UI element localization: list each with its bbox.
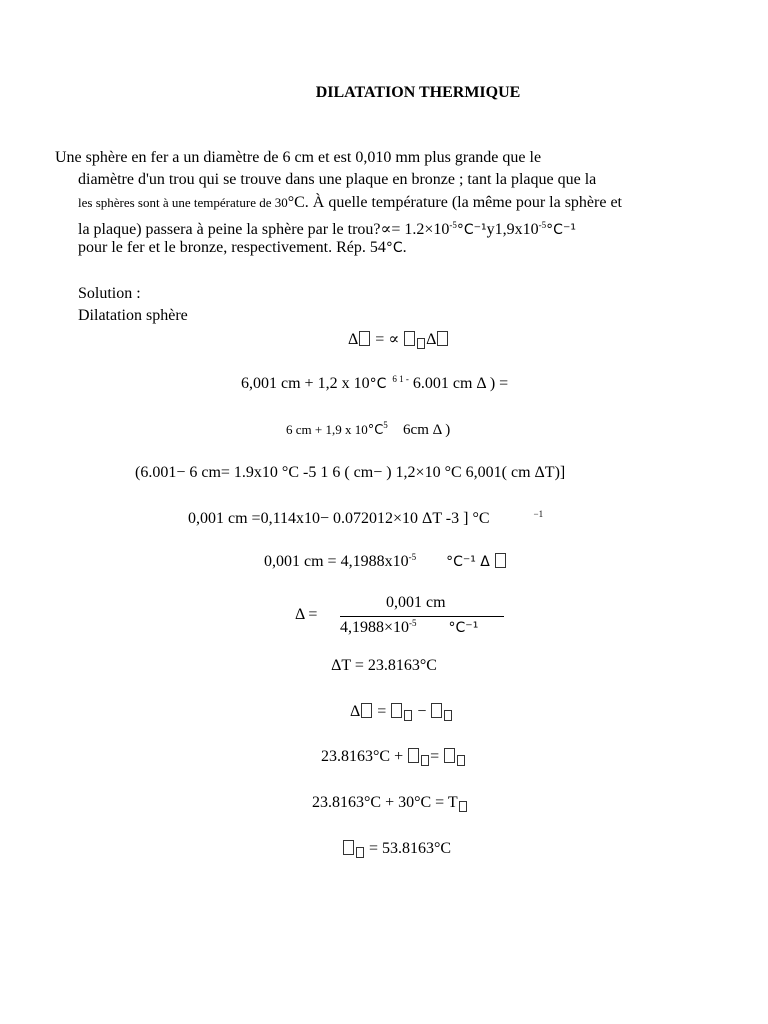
equation-5: 0,001 cm =0,114x10− 0.072012×10 ΔT -3 ] °C $^{-1}$ (188, 509, 544, 527)
equation-1: Δ = ∝ Δ (348, 329, 449, 349)
equation-7-left: Δ = (295, 606, 318, 623)
equation-7-denominator: $4,1988\times 10^{-5}$ °C⁻¹ (340, 618, 479, 636)
equation-6: 0,001 cm = $4,1988x10^{-5}$ °C⁻¹ Δ (264, 552, 507, 571)
fraction-bar (340, 616, 504, 617)
equation-2: 6,001 cm + 1,2 x 10°C $^{6 1 -}$ 6.001 cm Δ ) = (241, 374, 509, 392)
equation-11: 23.8163°C + 30°C = T (312, 794, 468, 812)
problem-line-2: diamètre d'un trou qui se trouve dans une plaque en bronze ; tant la plaque que la (78, 171, 597, 188)
equation-10: 23.8163°C + = (321, 748, 466, 766)
equation-7-numerator: 0,001 cm (386, 594, 446, 611)
solution-label: Solution : (78, 285, 141, 302)
equation-8: ΔT = 23.8163°C (331, 657, 437, 674)
equation-3: 6 cm + 1,9 x $10^\circ C^5$ 6cm Δ ) (286, 420, 451, 438)
page-title: DILATATION THERMIQUE (315, 84, 521, 101)
equation-12: = 53.8163°C (342, 840, 451, 858)
problem-line-3: les sphères sont à une température de 30°C. À quelle température (la même pour la sphère et (78, 194, 622, 211)
equation-9: Δ = − (350, 703, 453, 721)
dilatation-label: Dilatation sphère (78, 307, 188, 324)
problem-line-5: pour le fer et le bronze, respectivement. Rép. 54°C. (78, 239, 407, 256)
problem-line-4: la plaque) passera à peine la sphère par le trou?∝= $1.2\times 10^{-5}^\circ C^{-1}y1,9x10^{-5}^\circ C^{-1}$ (78, 220, 576, 238)
equation-4: (6.001− 6 cm= 1.9x10 °C -5 1 6 ( cm− ) 1,2×10 °C 6,001( cm ΔT)] (135, 464, 566, 481)
problem-line-1: Une sphère en fer a un diamètre de 6 cm et est 0,010 mm plus grande que le (55, 149, 542, 166)
